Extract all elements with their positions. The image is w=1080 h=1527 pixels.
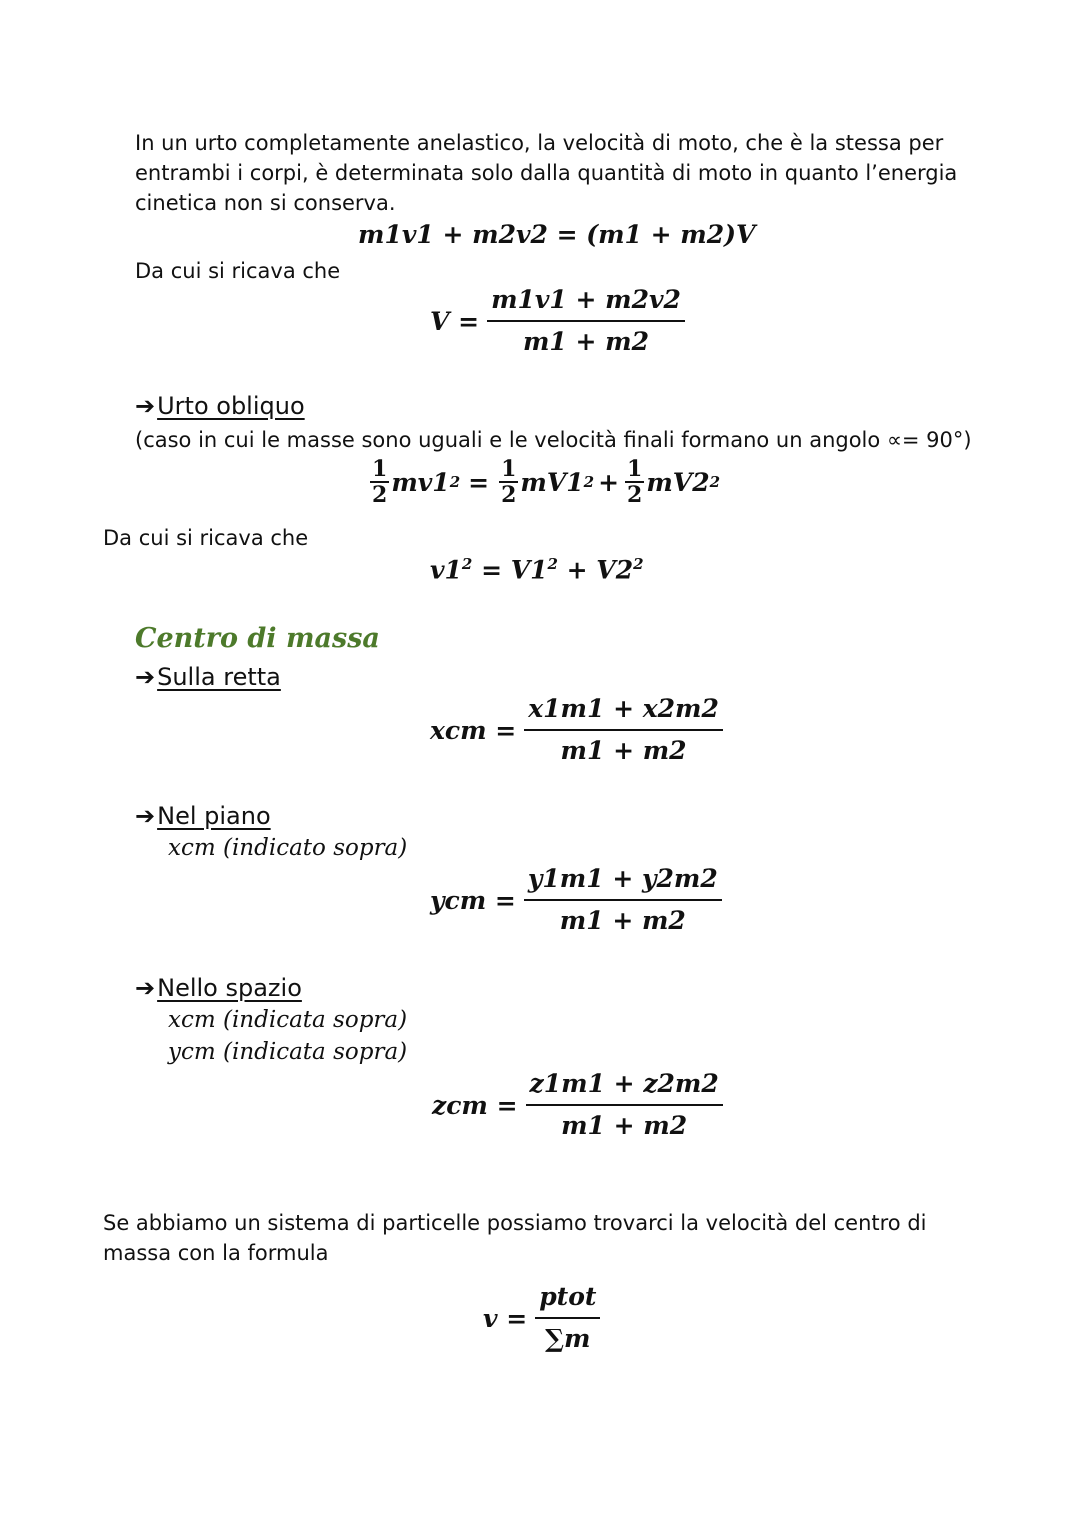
energy-term-1: mv1 <box>391 467 450 497</box>
energy-term-1-exp: 2 <box>449 473 461 491</box>
half-fraction <box>625 457 644 507</box>
vsq-term-2: = V1 <box>472 555 548 585</box>
xcm-numerator: x1m1 + x2m2 <box>524 693 723 731</box>
arrow-right-icon: ➔ <box>135 974 156 1002</box>
ycm-denominator: m1 + m2 <box>559 906 686 935</box>
vcm-numerator: ptot <box>535 1281 600 1319</box>
vcm-lhs: v = <box>483 1303 528 1333</box>
nel-piano-note: xcm (indicato sopra) <box>168 835 408 861</box>
nello-spazio-title: Nello spazio <box>157 974 302 1002</box>
xcm-lhs: xcm = <box>430 715 517 745</box>
ycm-lhs: ycm = <box>430 885 516 915</box>
energy-term-2: mV1 <box>520 467 584 497</box>
urto-obliquo-note: (caso in cui le masse sono uguali e le velocità finali formano un angolo ∝= 90°) <box>135 428 972 452</box>
momentum-equation: m1v1 + m2v2 = (m1 + m2)V <box>358 220 756 249</box>
derivation-label-2: Da cui si ricava che <box>103 526 309 550</box>
energy-equation <box>368 457 720 507</box>
energy-term-3: mV2 <box>646 467 710 497</box>
intro-line-3: cinetica non si conserva. <box>135 191 396 215</box>
sistema-line-1: Se abbiamo un sistema di particelle possiamo trovarci la velocità del centro di <box>103 1211 927 1235</box>
energy-term-2-exp: 2 <box>583 473 595 491</box>
xcm-fraction <box>524 693 723 767</box>
half-denominator: 2 <box>372 482 388 508</box>
vsq-exp-2: 2 <box>547 555 558 573</box>
velocity-fraction <box>487 284 685 358</box>
derivation-label-1: Da cui si ricava che <box>135 259 341 283</box>
nello-spazio-note-2: ycm (indicata sopra) <box>168 1039 408 1065</box>
urto-obliquo-heading <box>135 390 305 422</box>
energy-plus: + <box>598 467 620 497</box>
velocity-numerator: m1v1 + m2v2 <box>487 284 685 322</box>
zcm-lhs: zcm = <box>432 1090 518 1120</box>
section-title-centro-di-massa: Centro di massa <box>135 623 380 654</box>
vsq-term-3: + V2 <box>557 555 634 585</box>
half-fraction <box>499 457 518 507</box>
velocity-squared-equation <box>430 555 644 584</box>
intro-line-1: In un urto completamente anelastico, la velocità di moto, che è la stessa per <box>135 131 944 155</box>
nel-piano-title: Nel piano <box>157 802 271 830</box>
energy-term-3-exp: 2 <box>709 473 721 491</box>
zcm-denominator: m1 + m2 <box>561 1111 688 1140</box>
velocity-denominator: m1 + m2 <box>522 327 650 356</box>
nel-piano-heading <box>135 800 271 832</box>
half-numerator: 1 <box>501 456 517 482</box>
half-numerator: 1 <box>627 456 643 482</box>
vsq-exp-3: 2 <box>633 555 644 573</box>
ycm-fraction <box>524 863 722 937</box>
ycm-equation <box>430 863 722 937</box>
nello-spazio-note-1: xcm (indicata sopra) <box>168 1007 408 1033</box>
sulla-retta-title: Sulla retta <box>157 663 281 691</box>
sistema-paragraph <box>103 1208 927 1268</box>
velocity-equation-lhs: V = <box>430 306 480 336</box>
half-denominator: 2 <box>627 482 643 508</box>
vcm-denominator: ∑m <box>545 1324 591 1353</box>
arrow-right-icon: ➔ <box>135 663 156 691</box>
half-numerator: 1 <box>372 456 388 482</box>
vcm-equation <box>483 1281 600 1355</box>
zcm-fraction <box>526 1068 723 1142</box>
energy-equals: = <box>468 467 490 497</box>
zcm-equation <box>432 1068 723 1142</box>
arrow-right-icon: ➔ <box>135 392 156 420</box>
sistema-line-2: massa con la formula <box>103 1241 329 1265</box>
vcm-fraction <box>535 1281 600 1355</box>
intro-line-2: entrambi i corpi, è determinata solo dalla quantità di moto in quanto l’energia <box>135 161 958 185</box>
half-denominator: 2 <box>501 482 517 508</box>
zcm-numerator: z1m1 + z2m2 <box>526 1068 723 1106</box>
sulla-retta-heading <box>135 661 281 693</box>
arrow-right-icon: ➔ <box>135 802 156 830</box>
ycm-numerator: y1m1 + y2m2 <box>524 863 722 901</box>
nello-spazio-heading <box>135 972 302 1004</box>
half-fraction <box>370 457 389 507</box>
urto-obliquo-title: Urto obliquo <box>157 392 305 420</box>
velocity-equation <box>430 284 685 358</box>
vsq-term-1: v1 <box>430 555 462 585</box>
xcm-denominator: m1 + m2 <box>560 736 687 765</box>
intro-paragraph <box>135 128 957 218</box>
vsq-exp-1: 2 <box>461 555 473 573</box>
xcm-equation <box>430 693 723 767</box>
